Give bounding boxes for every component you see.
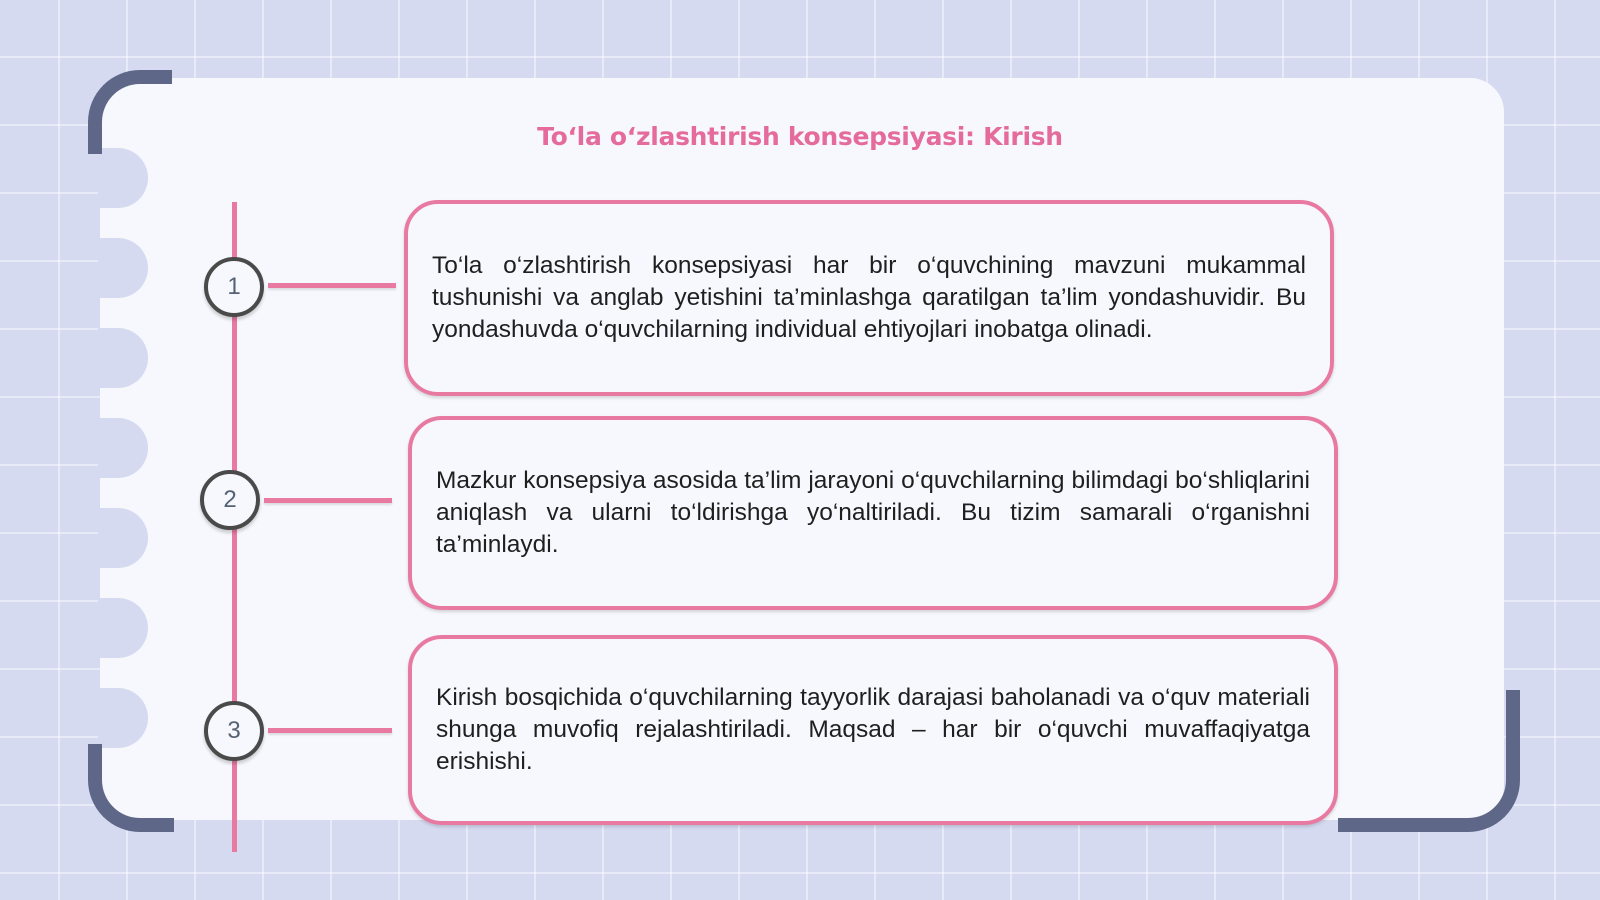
timeline-connector-3 (268, 728, 392, 733)
frame-corner-bottom-left (88, 744, 174, 832)
step-number-1: 1 (204, 257, 264, 317)
content-box-1 (404, 200, 1334, 396)
content-text-1: To‘la o‘zlashtirish konsepsiyasi har bir o‘quvchining mavzuni mukammal tushunishi va anglab yetishini ta’minlashga qaratilgan ta’lim yondashuvidir. Bu yondashuvda o‘quvchilarning individual ehtiyojlari inobatga olinadi. (432, 252, 1306, 343)
slide-title: To‘la o‘zlashtirish konsepsiyasi: Kirish (537, 122, 1063, 151)
step-number-3: 3 (204, 701, 264, 761)
content-text-3: Kirish bosqichida o‘quvchilarning tayyorlik darajasi baholanadi va o‘quv materiali shunga muvofiq rejalashtiriladi. Maqsad – har bir o‘quvchi muvaffaqiyatga erishishi. (436, 684, 1310, 775)
step-number-2: 2 (200, 470, 260, 530)
timeline-connector-2 (264, 498, 392, 503)
frame-corner-top-left (88, 70, 172, 154)
content-text-2: Mazkur konsepsiya asosida ta’lim jarayoni o‘quvchilarning bilimdagi bo‘shliqlarini aniqlash va ularni to‘ldirishga yo‘naltiriladi. Bu tizim samarali o‘rganishni ta’minlaydi. (436, 467, 1310, 558)
frame-corner-bottom-right (1338, 690, 1520, 832)
content-box-2 (408, 416, 1338, 610)
content-box-3 (408, 635, 1338, 825)
timeline-connector-1 (268, 283, 396, 288)
